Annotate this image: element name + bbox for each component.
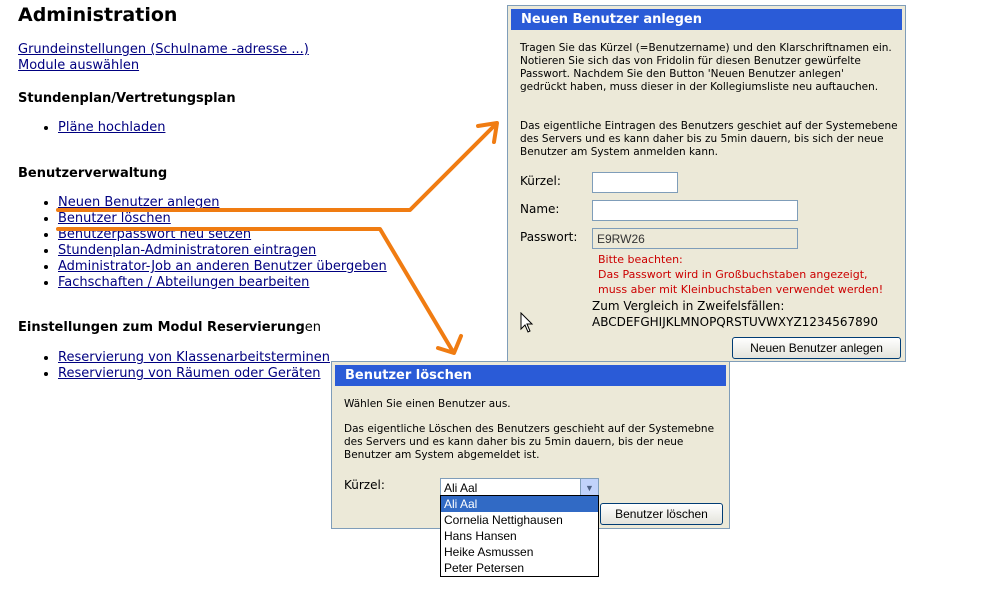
- list-item: [58, 243, 387, 259]
- user-select-value: Ali Aal: [444, 481, 478, 495]
- warning-line: Bitte beachten:: [598, 253, 683, 266]
- list-item: [58, 366, 330, 382]
- list-item: [58, 275, 387, 291]
- dropdown-option[interactable]: Peter Petersen: [444, 561, 525, 575]
- benutzer-list: [40, 195, 387, 291]
- link-administrator-job[interactable]: Administrator-Job an anderen Benutzer übergeben: [58, 259, 387, 274]
- reservierung-list: [40, 350, 330, 382]
- link-reservierung-klassenarbeit[interactable]: Reservierung von Klassenarbeitsterminen: [58, 350, 330, 365]
- new-user-note: Das eigentliche Eintragen des Benutzers geschiet auf der Systemebene des Servers und es kann daher bis zu 5min dauern, bis sich der neue Benutzer am System anmelden kann.: [520, 120, 898, 158]
- link-plaene-hochladen[interactable]: Pläne hochladen: [58, 120, 166, 135]
- stundenplan-list: [40, 120, 165, 136]
- page-title: Administration: [18, 4, 178, 26]
- mouse-pointer-icon: [520, 312, 536, 334]
- compare-chars: ABCDEFGHIJKLMNOPQRSTUVWXYZ1234567890: [592, 315, 879, 329]
- passwort-field: [592, 228, 798, 249]
- new-user-dialog: [507, 5, 906, 362]
- link-neuen-benutzer-anlegen[interactable]: Neuen Benutzer anlegen: [58, 195, 220, 210]
- link-stundenplan-administratoren[interactable]: Stundenplan-Administratoren eintragen: [58, 243, 317, 258]
- dropdown-option[interactable]: Heike Asmussen: [444, 545, 534, 559]
- section-heading-stundenplan: Stundenplan/Vertretungsplan: [18, 91, 236, 106]
- link-module-auswaehlen[interactable]: Module auswählen: [18, 58, 140, 73]
- top-links: [18, 42, 309, 74]
- new-user-dialog-title: Neuen Benutzer anlegen: [511, 9, 902, 30]
- link-benutzerpasswort-neu-setzen[interactable]: Benutzerpasswort neu setzen: [58, 227, 252, 242]
- dropdown-option[interactable]: Hans Hansen: [444, 529, 517, 543]
- user-dropdown-list: [440, 495, 599, 577]
- name-label: Name:: [520, 202, 560, 216]
- list-item: [58, 195, 387, 211]
- link-grundeinstellungen[interactable]: Grundeinstellungen (Schulname -adresse ...): [18, 42, 309, 57]
- compare-block: [592, 298, 878, 330]
- list-item: [58, 227, 387, 243]
- kuerzel-label: Kürzel:: [520, 174, 561, 188]
- list-item: [58, 350, 330, 366]
- chevron-down-icon[interactable]: ▼: [580, 479, 598, 497]
- delete-user-intro: Wählen Sie einen Benutzer aus.: [344, 398, 511, 410]
- section-heading-reservierung: [18, 320, 321, 335]
- password-warning: [598, 252, 883, 297]
- warning-line: Das Passwort wird in Großbuchstaben angezeigt,: [598, 268, 868, 281]
- section-heading-reservierung-rest: en: [304, 320, 322, 335]
- list-item: [58, 259, 387, 275]
- list-item: [58, 211, 387, 227]
- warning-line: muss aber mit Kleinbuchstaben verwendet werden!: [598, 283, 884, 296]
- section-heading-benutzerverwaltung: Benutzerverwaltung: [18, 166, 168, 181]
- link-reservierung-raeume[interactable]: Reservierung von Räumen oder Geräten: [58, 366, 321, 381]
- passwort-label: Passwort:: [520, 230, 578, 244]
- arrow-head-delete: [438, 336, 461, 353]
- dropdown-option[interactable]: Ali Aal: [441, 496, 598, 512]
- name-input[interactable]: [592, 200, 798, 221]
- section-heading-reservierung-bold: Einstellungen zum Modul Reservierung: [18, 320, 305, 335]
- dropdown-option[interactable]: Cornelia Nettighausen: [444, 513, 563, 527]
- link-benutzer-loeschen[interactable]: Benutzer löschen: [58, 211, 171, 226]
- arrow-head-new-user: [478, 123, 497, 142]
- list-item: [58, 120, 165, 136]
- delete-kuerzel-label: Kürzel:: [344, 478, 385, 492]
- compare-label: Zum Vergleich in Zweifelsfällen:: [592, 299, 785, 313]
- benutzer-loeschen-button[interactable]: Benutzer löschen: [600, 503, 723, 525]
- kuerzel-input[interactable]: [592, 172, 678, 193]
- new-user-intro: Tragen Sie das Kürzel (=Benutzername) und den Klarschriftnamen ein. Notieren Sie sich das von Fridolin für diesen Benutzer gewürfelte Passwort. Nachdem Sie den Button 'Neuen Benutzer anlegen' gedrückt haben, muss dieser in der Kollegiumsliste neu auftauchen.: [520, 42, 892, 93]
- delete-user-dialog-title: Benutzer löschen: [335, 365, 726, 386]
- neuen-benutzer-anlegen-button[interactable]: Neuen Benutzer anlegen: [732, 337, 901, 359]
- delete-user-note: Das eigentliche Löschen des Benutzers geschieht auf der Systemebne des Servers und es kann daher bis zu 5min dauern, bis der neue Benutzer am System abgemeldet ist.: [344, 423, 715, 461]
- link-fachschaften[interactable]: Fachschaften / Abteilungen bearbeiten: [58, 275, 310, 290]
